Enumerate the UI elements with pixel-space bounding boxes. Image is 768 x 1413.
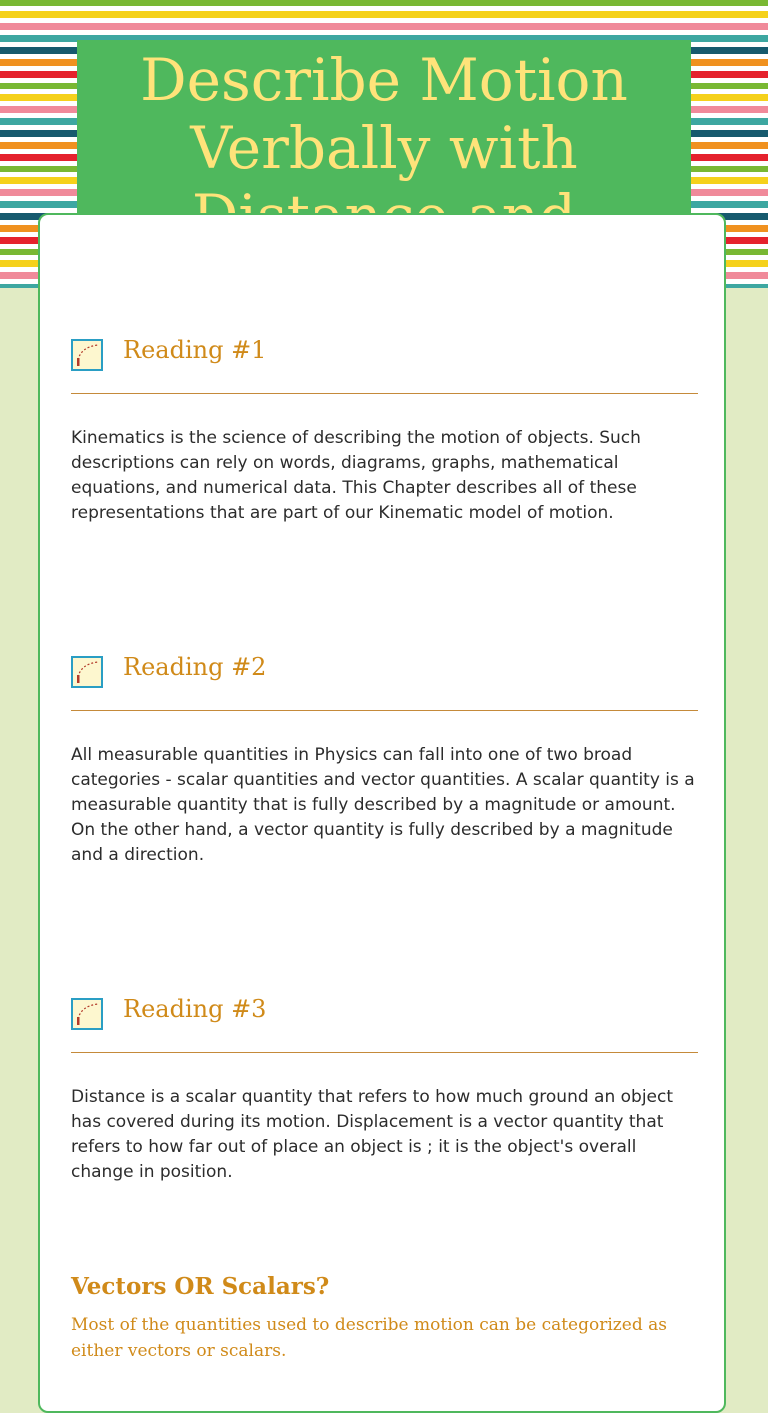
reading-header: [71, 321, 698, 377]
reading-text: All measurable quantities in Physics can fall into one of two broad categories - scalar quantities and vector quantities. A scalar quantity is a measurable quantity that is fully described by a magnitude or amount. On the other hand, a vector quantity is fully described by a magnitude and a direction.: [71, 745, 695, 865]
content-card: [38, 213, 726, 1413]
reading-header: [71, 980, 698, 1036]
reading-title: Reading #2: [123, 653, 267, 681]
reading-icon: [71, 339, 103, 371]
reading-header: [71, 638, 698, 694]
divider: [71, 1052, 698, 1053]
reading-text: Distance is a scalar quantity that refers to how much ground an object has covered during its motion. Displacement is a vector quantity that refers to how far out of place an object is ; it is the object's overall change in position.: [71, 1087, 674, 1182]
title-block: [77, 40, 691, 230]
reading-title: Reading #1: [123, 336, 267, 364]
page-title: Describe Motion Verbally with: [140, 46, 628, 182]
reading-section-3: [71, 980, 698, 1182]
reading-icon: [71, 998, 103, 1030]
section-text: Most of the quantities used to describe motion can be categorized as either vectors or scalars.: [71, 1315, 667, 1361]
reading-section-2: [71, 638, 698, 865]
divider: [71, 710, 698, 711]
reading-icon: [71, 656, 103, 688]
reading-text: Kinematics is the science of describing the motion of objects. Such descriptions can rely on words, diagrams, graphs, mathematical equations, and numerical data. This Chapter describes all of these representations that are part of our Kinematic model of motion.: [71, 428, 641, 523]
divider: [71, 393, 698, 394]
reading-section-1: [71, 321, 698, 523]
section-title: Vectors OR Scalars?: [71, 1273, 330, 1300]
reading-title: Reading #3: [123, 995, 267, 1023]
